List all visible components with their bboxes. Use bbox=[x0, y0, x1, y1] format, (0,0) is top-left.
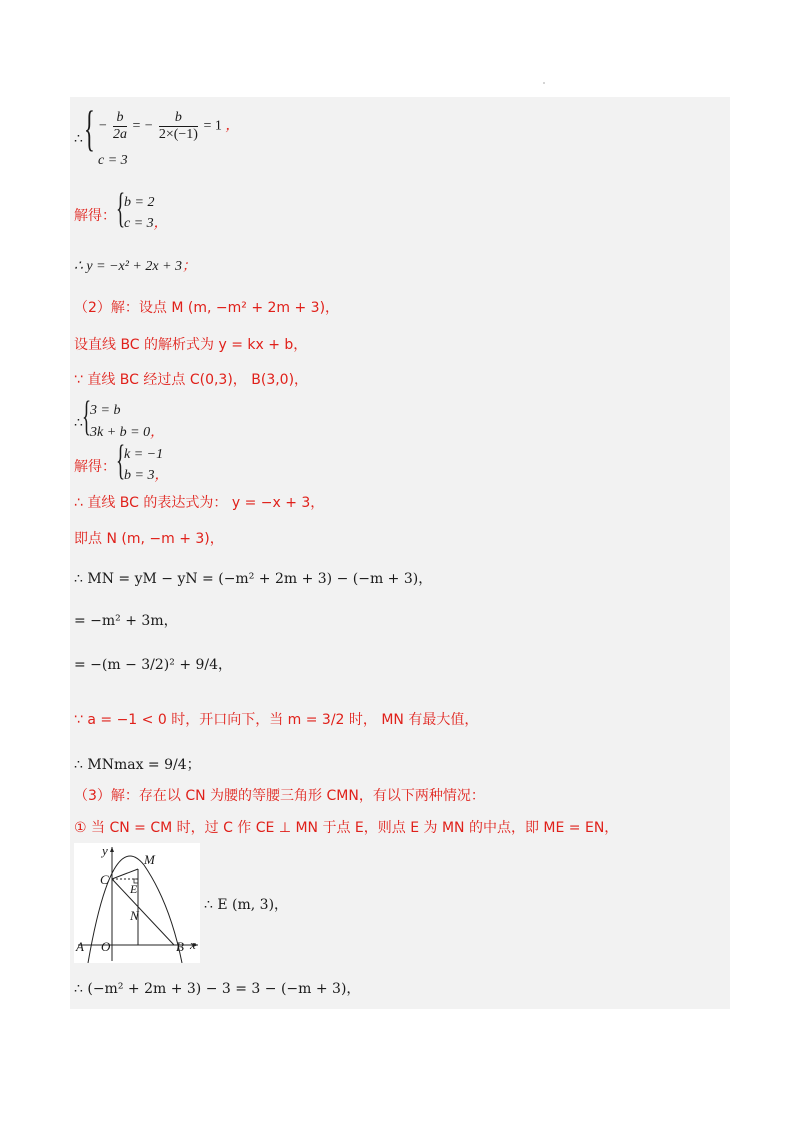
label-x: x bbox=[190, 937, 196, 952]
mn-simplified: = −m² + 3m， bbox=[74, 613, 178, 629]
label-o: O bbox=[101, 939, 111, 954]
part-2-intro: （2）解：设点 M (m, −m² + 2m + 3)， bbox=[74, 300, 340, 316]
system-eq-2: 3k + b = 0， bbox=[90, 424, 165, 440]
left-brace: { bbox=[84, 100, 95, 156]
label-e: E bbox=[130, 882, 138, 896]
system-eq-1: 3 = b bbox=[90, 403, 121, 418]
left-brace: { bbox=[116, 186, 126, 232]
solution-b2: b = 3， bbox=[124, 467, 169, 483]
label-n: N bbox=[130, 908, 139, 923]
left-brace: { bbox=[116, 438, 126, 484]
solution-c: c = 3， bbox=[124, 215, 168, 231]
solution-b: b = 2 bbox=[124, 195, 155, 210]
mn-expression: ∴ MN = yM − yN = (−m² + 2m + 3) − (−m + 3)， bbox=[74, 571, 433, 587]
solve-label-1: 解得： bbox=[74, 208, 116, 224]
point-e: ∴ E (m, 3)， bbox=[204, 897, 289, 913]
line-bc-assumption: 设直线 BC 的解析式为 y = kx + b， bbox=[74, 337, 308, 353]
equation-axis: − $\frac{b}{2a}$ = − $\frac{b}{2\times(-1)}$ = 1 ， bbox=[98, 110, 240, 142]
point-n: 即点 N (m, −m + 3)， bbox=[74, 531, 224, 547]
label-a: A bbox=[76, 939, 84, 954]
line-bc-points: ∵ 直线 BC 经过点 C(0,3)， B(3,0)， bbox=[74, 372, 309, 388]
parabola-equation: ∴ y = −x² + 2x + 3； bbox=[74, 258, 197, 274]
case-1: ① 当 CN = CM 时，过 C 作 CE ⊥ MN 于点 E，则点 E 为 MN 的中点，即 ME = EN， bbox=[74, 820, 619, 836]
equation-c: c = 3 bbox=[98, 153, 128, 168]
solve-label-2: 解得： bbox=[74, 459, 116, 475]
label-m: M bbox=[144, 852, 155, 867]
parabola-figure bbox=[74, 843, 200, 963]
mn-max: ∴ MNmax = 9/4； bbox=[74, 757, 201, 773]
maximum-condition: ∵ a = −1 < 0 时，开口向下，当 m = 3/2 时， MN 有最大值， bbox=[74, 712, 479, 728]
isosceles-equation: ∴ (−m² + 2m + 3) − 3 = 3 − (−m + 3)， bbox=[74, 981, 361, 997]
mn-completed-square: = −(m − 3/2)² + 9/4， bbox=[74, 657, 233, 673]
solution-k: k = −1 bbox=[124, 447, 164, 462]
label-b: B bbox=[176, 939, 184, 954]
part-3-intro: （3）解：存在以 CN 为腰的等腰三角形 CMN，有以下两种情况： bbox=[74, 788, 485, 804]
line-bc-expression: ∴ 直线 BC 的表达式为： y = −x + 3， bbox=[74, 495, 325, 511]
left-brace: { bbox=[82, 394, 92, 440]
label-y: y bbox=[102, 843, 108, 858]
label-c: C bbox=[100, 872, 109, 887]
header-dot bbox=[543, 82, 545, 84]
